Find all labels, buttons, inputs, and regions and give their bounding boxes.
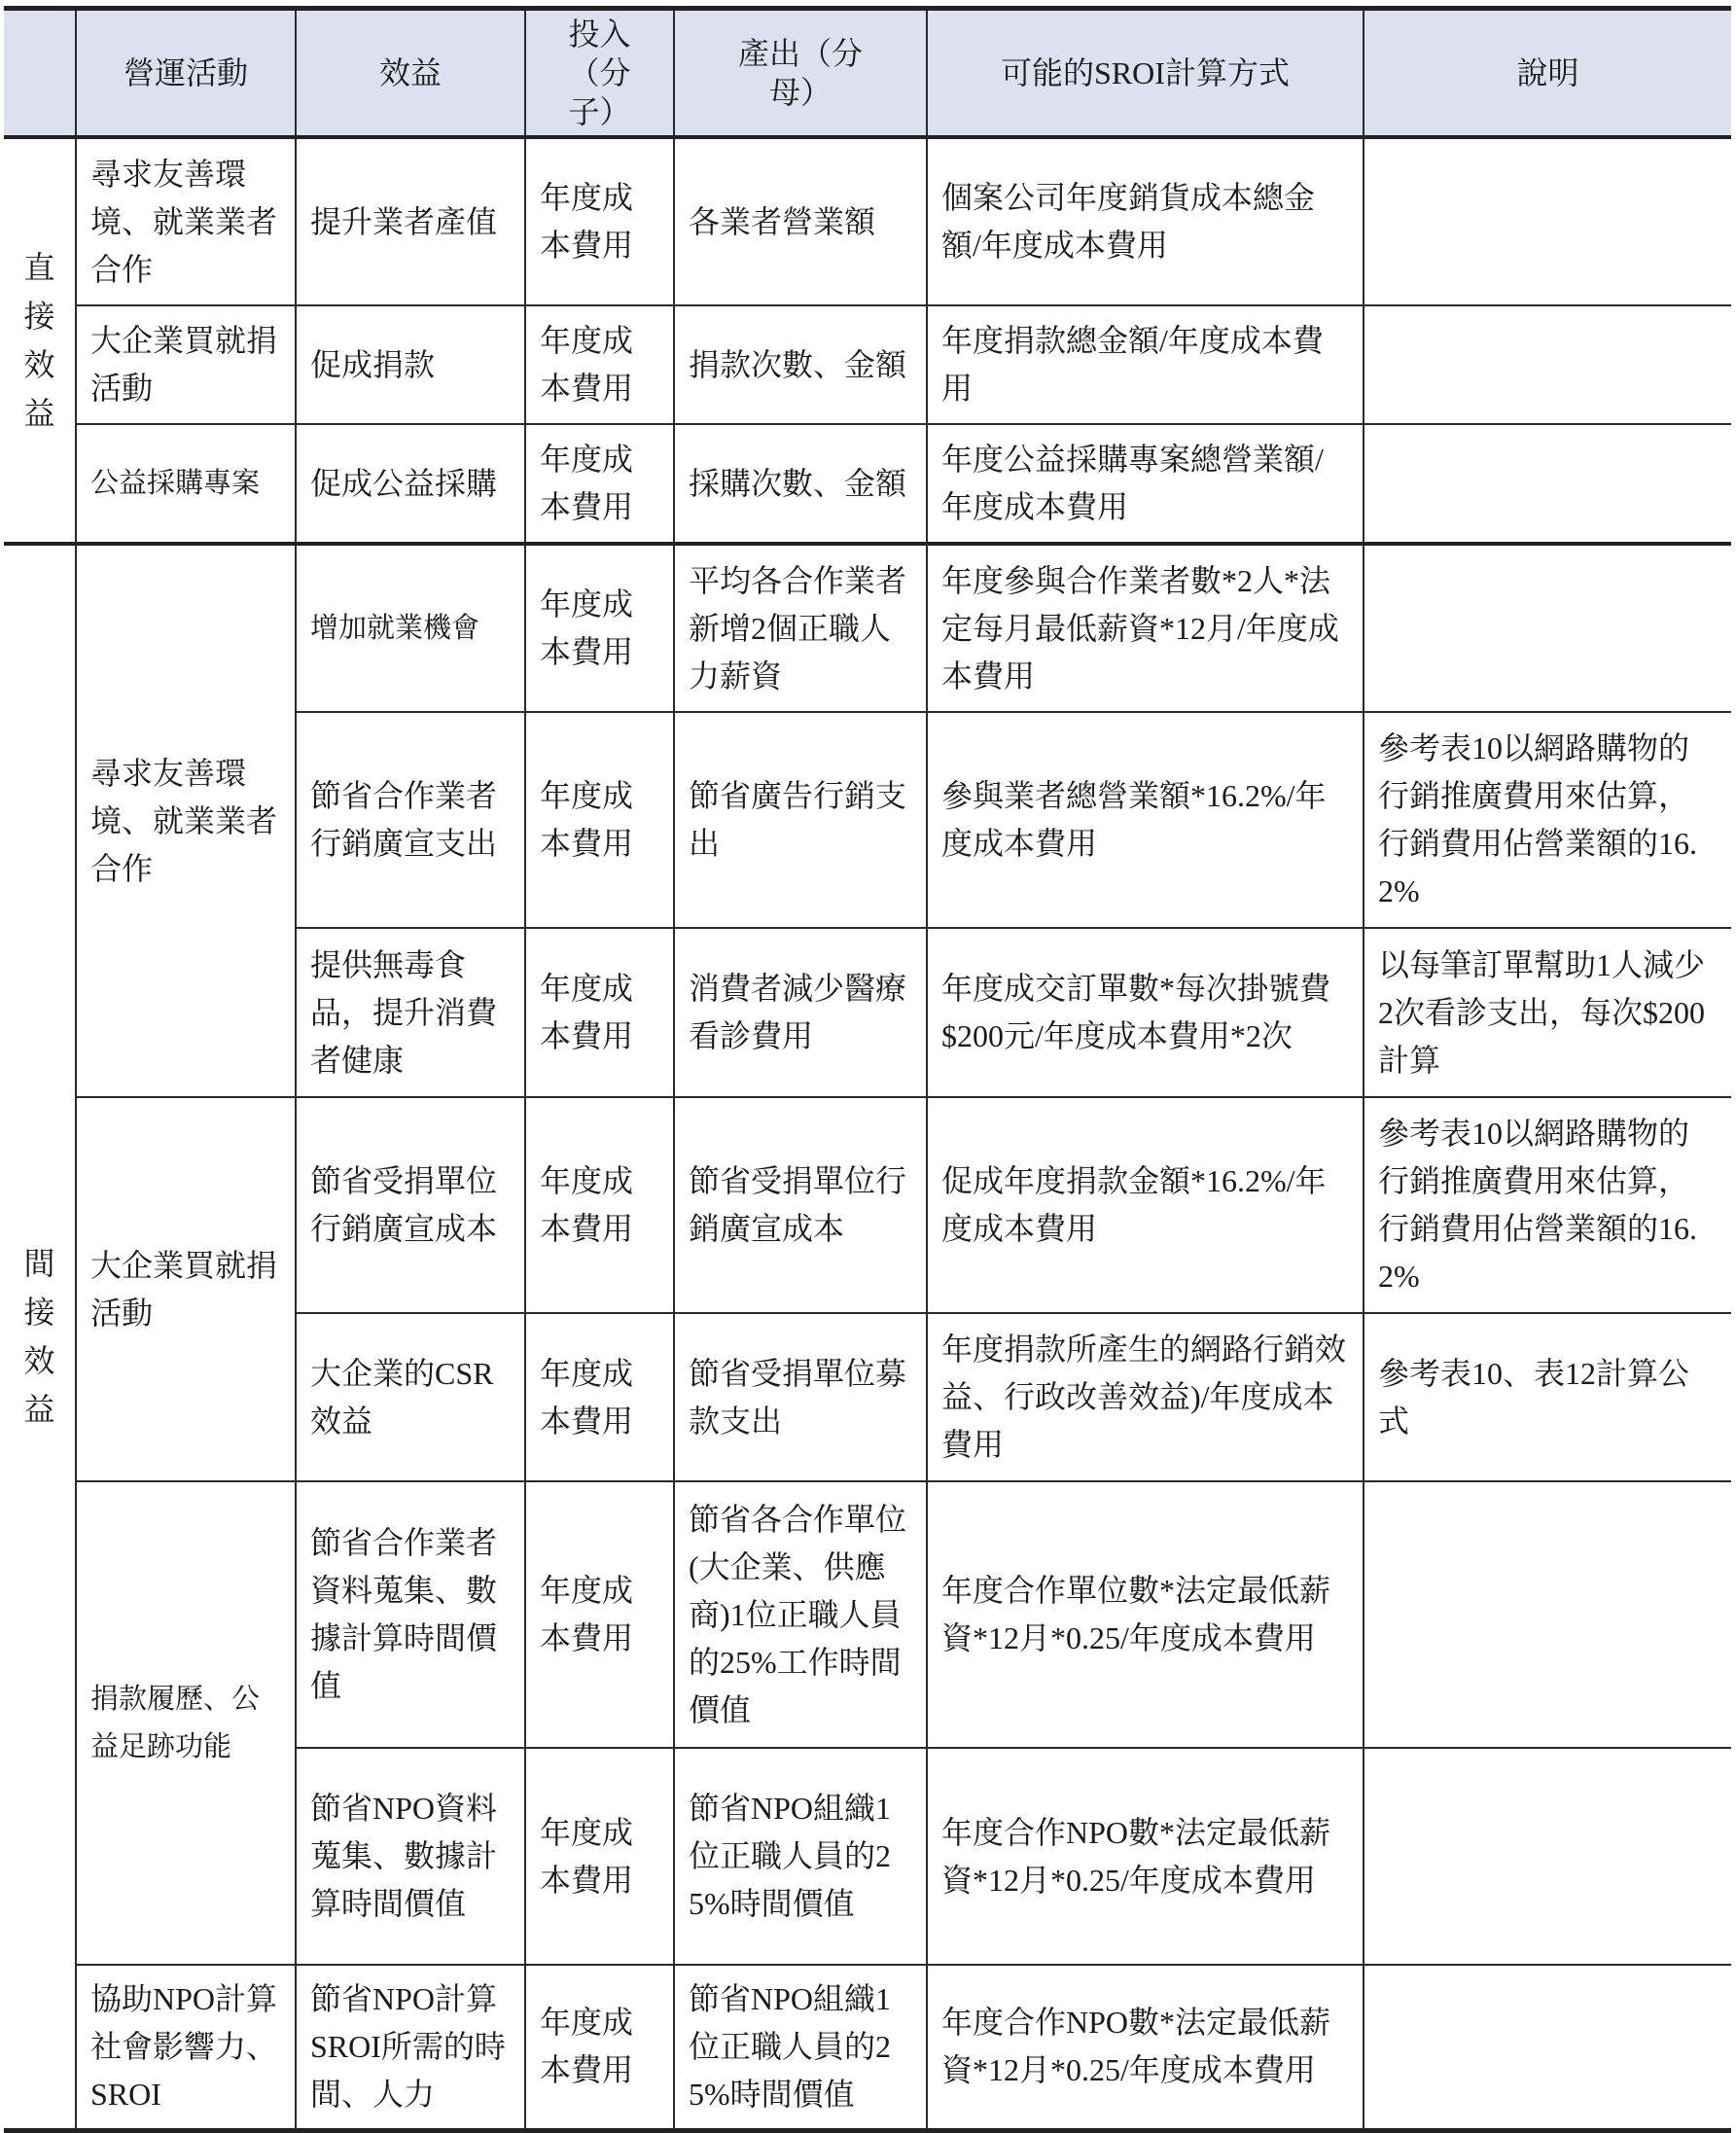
output-cell: 節省NPO組織1位正職人員的25%時間價值: [674, 1965, 927, 2130]
benefit-cell: 促成捐款: [296, 305, 525, 424]
table-row: [4, 137, 1731, 305]
note-cell: [1364, 1748, 1731, 1965]
input-cell: 年度成本費用: [525, 1748, 674, 1965]
benefit-cell: 節省NPO資料蒐集、數據計算時間價值: [296, 1748, 525, 1965]
output-cell: 平均各合作業者新增2個正職人力薪資: [674, 544, 927, 712]
table-row: [4, 1965, 1731, 2130]
table-row: [4, 544, 1731, 712]
output-cell: 採購次數、金額: [674, 424, 927, 544]
output-cell: 消費者減少醫療看診費用: [674, 928, 927, 1097]
activity-cell: 尋求友善環境、就業業者合作: [76, 544, 296, 1097]
activity-cell: 尋求友善環境、就業業者合作: [76, 137, 296, 305]
benefit-cell: 提供無毒食品，提升消費者健康: [296, 928, 525, 1097]
note-cell: 參考表10以網路購物的行銷推廣費用來估算，行銷費用佔營業額的16.2%: [1364, 1097, 1731, 1313]
benefit-cell: 大企業的CSR 效益: [296, 1313, 525, 1481]
input-cell: 年度成本費用: [525, 1965, 674, 2130]
input-cell: 年度成本費用: [525, 424, 674, 544]
note-cell: 參考表10以網路購物的行銷推廣費用來估算，行銷費用佔營業額的16.2%: [1364, 712, 1731, 928]
header-input: 投入（分子）: [525, 9, 674, 138]
method-cell: 年度參與合作業者數*2人*法定每月最低薪資*12月/年度成本費用: [927, 544, 1364, 712]
method-cell: 年度成交訂單數*每次掛號費$200元/年度成本費用*2次: [927, 928, 1364, 1097]
benefit-cell: 節省受捐單位行銷廣宣成本: [296, 1097, 525, 1313]
header-output: 產出（分母）: [674, 9, 927, 138]
method-cell: 個案公司年度銷貨成本總金額/年度成本費用: [927, 137, 1364, 305]
method-cell: 參與業者總營業額*16.2%/年度成本費用: [927, 712, 1364, 928]
input-cell: 年度成本費用: [525, 712, 674, 928]
sroi-table: [4, 6, 1731, 2133]
header-method: 可能的SROI計算方式: [927, 9, 1364, 138]
input-cell: 年度成本費用: [525, 1097, 674, 1313]
group-label: 間接效益: [23, 1246, 55, 1428]
method-cell: 年度捐款所產生的網路行銷效益、行政改善效益)/年度成本費用: [927, 1313, 1364, 1481]
header-row: [4, 9, 1731, 138]
header-group: [4, 9, 76, 138]
table-row: [4, 305, 1731, 424]
table-row: [4, 424, 1731, 544]
input-cell: 年度成本費用: [525, 1313, 674, 1481]
activity-cell: 公益採購專案: [76, 424, 296, 544]
table-row: [4, 1097, 1731, 1313]
activity-cell: 大企業買就捐活動: [76, 1097, 296, 1481]
group-label: 直接效益: [23, 250, 55, 431]
input-cell: 年度成本費用: [525, 1481, 674, 1748]
group-cell: [4, 137, 76, 544]
note-cell: [1364, 137, 1731, 305]
method-cell: 年度合作單位數*法定最低薪資*12月*0.25/年度成本費用: [927, 1481, 1364, 1748]
header-note: 說明: [1364, 9, 1731, 138]
note-cell: 參考表10、表12計算公式: [1364, 1313, 1731, 1481]
output-cell: 節省各合作單位(大企業、供應商)1位正職人員的25%工作時間價值: [674, 1481, 927, 1748]
group-cell: [4, 544, 76, 2130]
input-cell: 年度成本費用: [525, 305, 674, 424]
header-benefit: 效益: [296, 9, 525, 138]
activity-cell: 捐款履歷、公益足跡功能: [76, 1481, 296, 1965]
activity-cell: 協助NPO計算社會影響力、SROI: [76, 1965, 296, 2130]
benefit-cell: 增加就業機會: [296, 544, 525, 712]
benefit-cell: 節省合作業者行銷廣宣支出: [296, 712, 525, 928]
note-cell: [1364, 1965, 1731, 2130]
output-cell: 節省受捐單位行銷廣宣成本: [674, 1097, 927, 1313]
output-cell: 捐款次數、金額: [674, 305, 927, 424]
note-cell: [1364, 424, 1731, 544]
benefit-cell: 促成公益採購: [296, 424, 525, 544]
method-cell: 年度捐款總金額/年度成本費用: [927, 305, 1364, 424]
input-cell: 年度成本費用: [525, 928, 674, 1097]
output-cell: 節省受捐單位募款支出: [674, 1313, 927, 1481]
note-cell: [1364, 1481, 1731, 1748]
note-cell: 以每筆訂單幫助1人減少2次看診支出，每次$200計算: [1364, 928, 1731, 1097]
input-cell: 年度成本費用: [525, 137, 674, 305]
benefit-cell: 節省NPO計算SROI所需的時間、人力: [296, 1965, 525, 2130]
output-cell: 節省NPO組織1位正職人員的25%時間價值: [674, 1748, 927, 1965]
activity-cell: 大企業買就捐活動: [76, 305, 296, 424]
input-cell: 年度成本費用: [525, 544, 674, 712]
method-cell: 年度公益採購專案總營業額/年度成本費用: [927, 424, 1364, 544]
benefit-cell: 節省合作業者資料蒐集、數據計算時間價值: [296, 1481, 525, 1748]
header-activity: 營運活動: [76, 9, 296, 138]
method-cell: 年度合作NPO數*法定最低薪資*12月*0.25/年度成本費用: [927, 1748, 1364, 1965]
note-cell: [1364, 305, 1731, 424]
output-cell: 各業者營業額: [674, 137, 927, 305]
table-row: [4, 1481, 1731, 1748]
benefit-cell: 提升業者產值: [296, 137, 525, 305]
output-cell: 節省廣告行銷支出: [674, 712, 927, 928]
method-cell: 年度合作NPO數*法定最低薪資*12月*0.25/年度成本費用: [927, 1965, 1364, 2130]
note-cell: [1364, 544, 1731, 712]
method-cell: 促成年度捐款金額*16.2%/年度成本費用: [927, 1097, 1364, 1313]
